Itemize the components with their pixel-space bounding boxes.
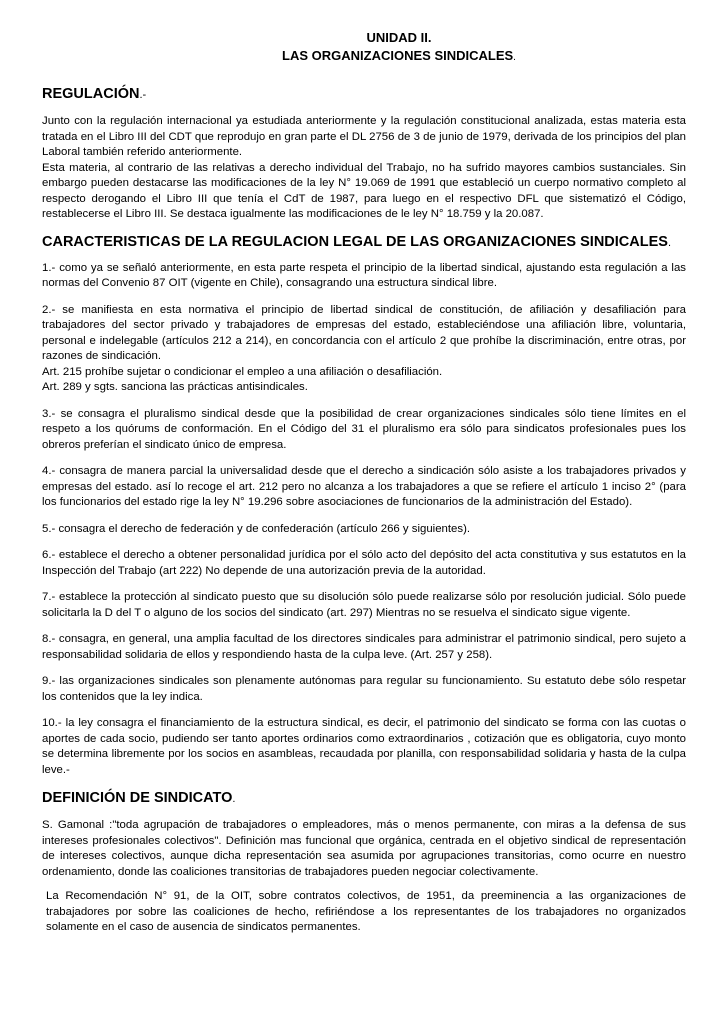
list-item xyxy=(42,464,686,511)
document-header xyxy=(112,29,686,67)
heading-suffix: . xyxy=(667,236,672,249)
list-item xyxy=(42,261,686,292)
list-item-text: 10.- la ley consagra el financiamiento de la estructura sindical, es decir, el patrimonio del sindicato se forma con las cuotas o aportes de cada socio, pudiendo ser tanto aportes ordinarios como extraordinarios , cotización que es obligatoria, cuyo monto se determina libremente por los socios en asambleas, recaudada por planilla, con responsabilidad solidaria y hasta de la culpa leve.- xyxy=(42,717,686,776)
section-heading-definicion xyxy=(42,789,686,809)
list-item-text: 3.- se consagra el pluralismo sindical desde que la posibilidad de crear organizaciones sindicales sólo tiene límites en el respeto a los quórums de conformación. En el Código del 31 el pluralismo era sólo para sindicatos profesionales pues los obreros preferían el sindicato único de empresa. xyxy=(42,407,686,451)
list-item-text: Art. 215 prohíbe sujetar o condicionar el empleo a una afiliación o desafiliación. xyxy=(42,365,443,378)
list-item-text: 4.- consagra de manera parcial la universalidad desde que el derecho a sindicación sólo asiste a los trabajadores privados y empresas del estado. así lo recoge el art. 212 pero no alcanza a los trabajadores a que se refiere el artículo 1 inciso 2° (para los funcionarios del estado rige la ley N° 19.296 sobre asociaciones de funcionarios de la administración del Estado). xyxy=(42,465,686,508)
heading-text: REGULACIÓN xyxy=(42,86,140,102)
list-item-text: 1.- como ya se señaló anteriormente, en esta parte respeta el principio de la libertad sindical, ajustando esta regulación a las normas del Convenio 87 OIT (vigente en Chile), consagrando una estructura sindical libre. xyxy=(42,261,686,289)
section-heading-regulacion xyxy=(42,85,686,105)
heading-text: DEFINICIÓN DE SINDICATO xyxy=(42,790,233,806)
list-item-text: 2.- se manifiesta en esta normativa el principio de libertad sindical de constitución, de afiliación y desafiliación para trabajadores del sector privado y trabajadores de empresas del estado, estableciéndose una afiliación libre, voluntaria, personal e indelegable (artículos 212 a 214), en concordancia con el artículo 2 que prohíbe la discriminación, entre otras, por razones de sindicación. xyxy=(42,303,686,362)
list-item-text: 8.- consagra, en general, una amplia facultad de los directores sindicales para administrar el patrimonio sindical, pero sujeto a responsabilidad solidaria de ellos y respondiendo hasta de la culpa leve. (Art. 257 y 258). xyxy=(42,633,686,661)
list-item xyxy=(42,522,686,538)
document-content xyxy=(42,29,686,936)
list-item-text: 5.- consagra el derecho de federación y de confederación (artículo 266 y siguientes). xyxy=(42,522,471,535)
list-item xyxy=(42,674,686,705)
unit-subtitle xyxy=(112,47,686,67)
definicion-paragraph: S. Gamonal :"toda agrupación de trabajadores o empleadores, más o menos permanente, con miras a la defensa de sus intereses profesionales colectivos". Definición mas funcional que orgánica, centrada en el objetivo sindical de representación de intereses colectivos, aunque dicha representación sea asumida por agrupaciones transitorias, como ocurre en nuestro ordenamiento, donde las coaliciones transitorias de trabajadores pueden negociar colectivamente. xyxy=(42,819,686,878)
unit-subtitle-suffix: . xyxy=(513,52,516,63)
list-item xyxy=(42,632,686,663)
heading-suffix: . xyxy=(232,793,236,805)
unit-subtitle-text: LAS ORGANIZACIONES SINDICALES xyxy=(282,48,514,63)
section-heading-caracteristicas xyxy=(42,233,686,253)
list-item xyxy=(42,407,686,454)
list-item xyxy=(42,716,686,778)
list-item xyxy=(42,303,686,396)
regulacion-paragraph: Junto con la regulación internacional ya estudiada anteriormente y la regulación constitucional analizada, estas materia esta tratada en el Libro III del CDT que reprodujo en gran parte el DL 2756 de 3 de junio de 1979, derivada de los principios del plan Laboral también referido anteriormente. xyxy=(42,115,686,158)
regulacion-paragraph: Esta materia, al contrario de las relativas a derecho individual del Trabajo, no ha sufrido mayores cambios sustanciales. Sin embargo pueden destacarse las modificaciones de la ley N° 19.069 de 1991 que estableció un cuerpo normativo completo al respecto derogando el Libro III que tenía el CdT de 1987, para luego en el respectivo DFL que sistematizó el Código, restablecerse el Libro III. Se destaca igualmente las modificaciones de le ley N° 18.759 y la 20.087. xyxy=(42,161,686,220)
heading-suffix: .- xyxy=(139,89,147,101)
list-item-text: Art. 289 y sgts. sanciona las prácticas antisindicales. xyxy=(42,381,308,393)
list-item-text: 9.- las organizaciones sindicales son plenamente autónomas para regular su funcionamiento. Su estatuto debe sólo respetar los contenidos que la ley indica. xyxy=(42,675,686,703)
caracteristicas-list xyxy=(42,261,686,779)
list-item-text: 7.- establece la protección al sindicato puesto que su disolución sólo puede realizarse sólo por resolución judicial. Sólo puede solicitarla la D del T o alguno de los socios del sindicato (art. 297) Mientras no se resuelva el sindicato sigue vigente. xyxy=(42,591,686,619)
regulacion-body xyxy=(42,114,686,223)
unit-title: UNIDAD II. xyxy=(366,30,432,45)
list-item-text: 6.- establece el derecho a obtener personalidad jurídica por el sólo acto del depósito del acta constitutiva y sus estatutos en la Inspección del Trabajo (art 222) No depende de una autorización previa de la autoridad. xyxy=(42,549,686,577)
recomendacion-paragraph: La Recomendación N° 91, de la OIT, sobre contratos colectivos, de 1951, da preeminencia a las organizaciones de trabajadores por sobre las coaliciones de hecho, refiriéndose a los representantes de los trabajadores no organizados solamente en el caso de ausencia de sindicatos permanentes. xyxy=(46,890,686,933)
list-item xyxy=(42,590,686,621)
list-item xyxy=(42,548,686,579)
heading-text: CARACTERISTICAS DE LA REGULACION LEGAL DE LAS ORGANIZACIONES SINDICALES xyxy=(42,233,668,250)
